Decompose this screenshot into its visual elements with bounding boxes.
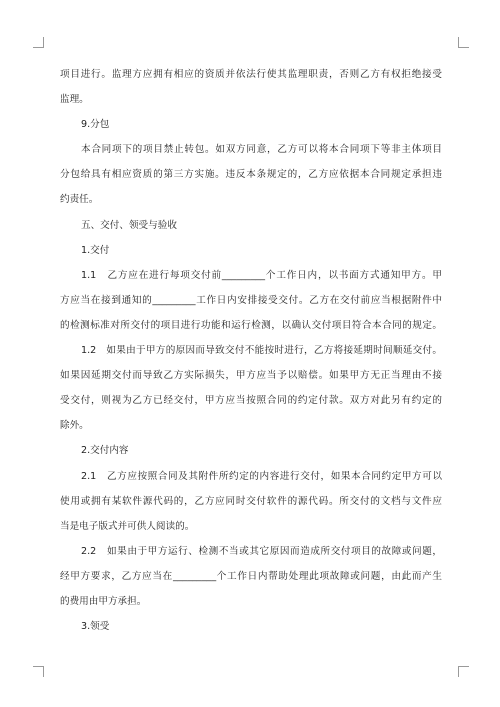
crop-mark-bottom-right [458, 666, 469, 677]
text-line: 的检测标准对所交付的项目进行功能和运行检测，以确认交付项目符合本合同的规定。 [60, 319, 442, 331]
text-line: 3.领受 [81, 621, 110, 633]
text-line: 2.2 如果由于甲方运行、检测不当或其它原因而造成所交付项目的故障或问题， [81, 545, 442, 557]
crop-mark-top-right [458, 37, 469, 48]
text-line: 的费用由甲方承担。 [60, 595, 147, 607]
document-body [60, 62, 442, 639]
text-line: 经甲方要求，乙方应当在_________个工作日内帮助处理此项故障或问题，由此而产生 [60, 570, 442, 582]
text-line: 2.交付内容 [81, 445, 129, 457]
text-line: 1.1 乙方应在进行每项交付前_________个工作日内，以书面方式通知甲方。甲 [81, 269, 442, 281]
text-line: 9.分包 [81, 119, 110, 131]
text-line: 约责任。 [60, 194, 99, 206]
text-line: 当是电子版式并可供人阅读的。 [60, 520, 195, 532]
text-line: 1.2 如果由于甲方的原因而导致交付不能按时进行，乙方将接延期时间顺延交付。 [81, 345, 442, 357]
text-line: 2.1 乙方应按照合同及其附件所约定的内容进行交付，如果本合同约定甲方可以 [81, 470, 442, 482]
text-line: 五、交付、领受与验收 [81, 219, 177, 231]
text-line: 除外。 [60, 420, 89, 432]
text-line: 本合同项下的项目禁止转包。如双方同意，乙方可以将本合同项下等非主体项目 [81, 144, 442, 156]
text-line: 如果因延期交付而导致乙方实际损失，甲方应当予以赔偿。如果甲方无正当理由不接 [60, 370, 442, 382]
text-line: 分包给具有相应资质的第三方实施。违反本条规定的，乙方应依据本合同规定承担违 [60, 169, 442, 181]
text-line: 受交付，则视为乙方已经交付，甲方应当按照合同的约定付款。双方对此另有约定的 [60, 395, 442, 407]
text-line: 项目进行。监理方应拥有相应的资质并依法行使其监理职责，否则乙方有权拒绝接受 [60, 69, 442, 80]
text-line: 1.交付 [81, 244, 110, 256]
text-line: 使用或拥有某软件源代码的，乙方应同时交付软件的源代码。所交付的文档与文件应 [60, 495, 442, 507]
crop-mark-top-left [33, 37, 44, 48]
crop-mark-bottom-left [33, 666, 44, 677]
text-line: 方应当在接到通知的_________工作日内安排接受交付。乙方在交付前应当根据附件中 [60, 294, 442, 306]
text-line: 监理。 [60, 94, 89, 106]
